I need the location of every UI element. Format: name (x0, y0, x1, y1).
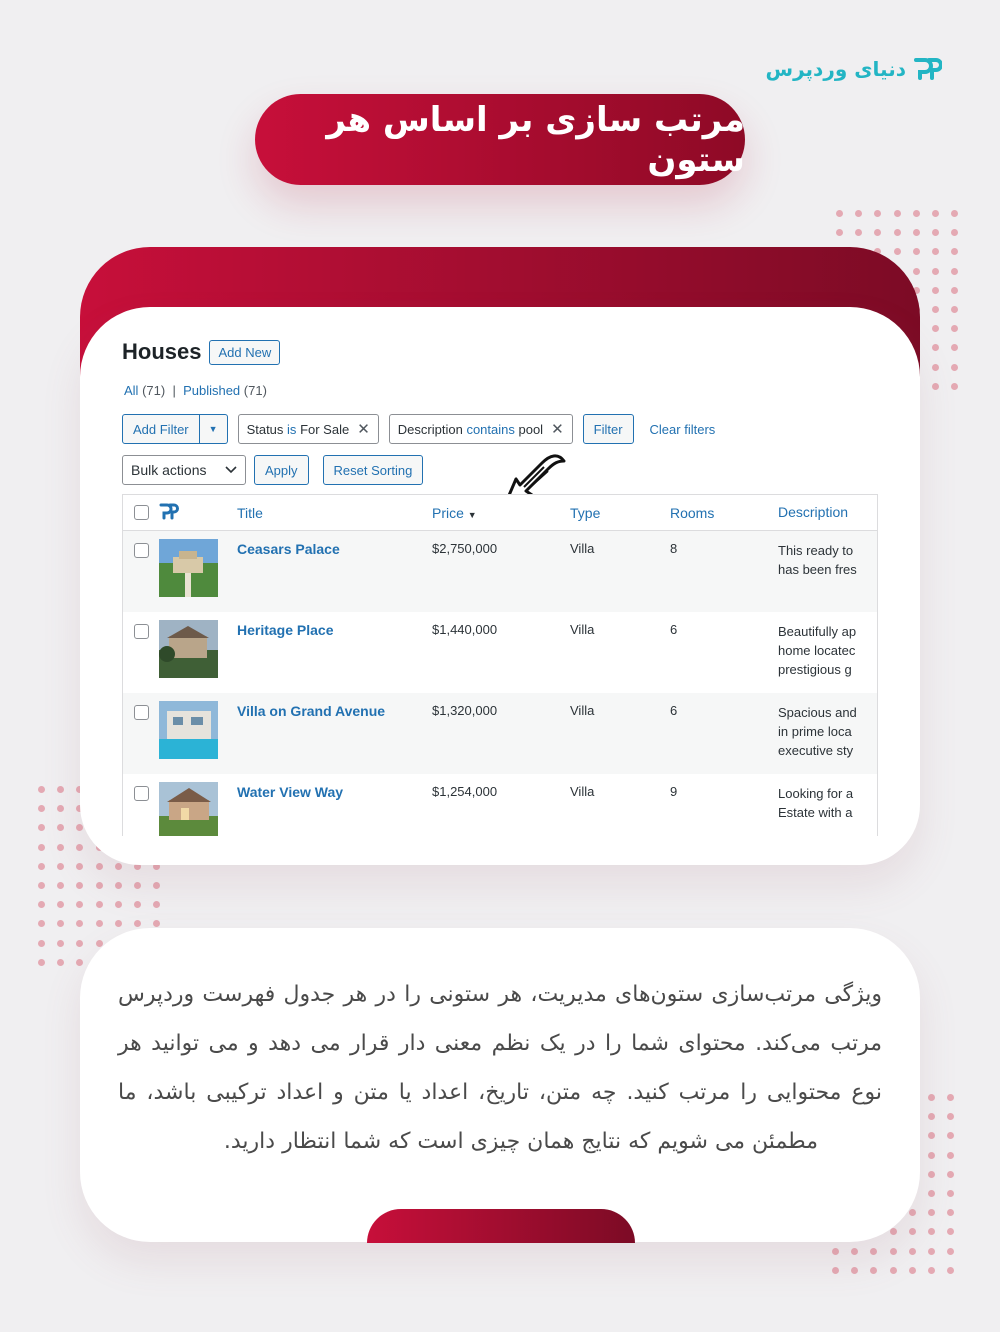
row-type: Villa (570, 622, 595, 637)
dot (832, 1248, 839, 1255)
filter-value: pool (518, 421, 544, 437)
view-filters (124, 383, 267, 398)
dot (909, 1228, 916, 1235)
dot (947, 1132, 954, 1139)
dot (874, 210, 881, 217)
dot (932, 306, 939, 313)
description-line: Beautifully ap (778, 624, 857, 639)
view-published-count: (71) (243, 383, 267, 398)
chevron-down-icon (225, 466, 237, 474)
dot (855, 210, 862, 217)
dot (76, 940, 83, 947)
description-line: This ready to (778, 543, 854, 558)
dot (57, 901, 64, 908)
row-description (778, 622, 858, 679)
description-line: نوع محتوایی را مرتب کنید. چه متن، تاریخ، اعداد یا متن و اعداد ترکیبی باشد، ما (118, 1080, 882, 1105)
dot (870, 1267, 877, 1274)
description-line: Estate with a (778, 805, 853, 820)
dot (932, 325, 939, 332)
dot (57, 920, 64, 927)
dot (951, 210, 958, 217)
dot (38, 805, 45, 812)
dot (134, 901, 141, 908)
row-title-link[interactable]: Villa on Grand Avenue (237, 703, 386, 719)
row-description (778, 703, 858, 760)
dot (96, 901, 103, 908)
thumbnail-column-header (159, 502, 219, 523)
dot (96, 863, 103, 870)
dot (928, 1171, 935, 1178)
dot (928, 1132, 935, 1139)
dot (951, 287, 958, 294)
row-title-link[interactable]: Water View Way (237, 784, 344, 800)
dot (38, 824, 45, 831)
dot (870, 1248, 877, 1255)
dot (115, 901, 122, 908)
dot (38, 882, 45, 889)
dot (928, 1228, 935, 1235)
thumbnail-cell (159, 531, 219, 600)
column-title-header[interactable]: Title (237, 504, 263, 521)
dot (38, 940, 45, 947)
thumbnail-cell (159, 774, 219, 839)
reset-sorting-button[interactable]: Reset Sorting (323, 455, 424, 485)
bulk-actions-bar (122, 455, 423, 485)
dot (76, 920, 83, 927)
description-line: in prime loca (778, 724, 852, 739)
dot (153, 901, 160, 908)
filter-operator: contains (466, 421, 515, 437)
brand-logo-icon (912, 56, 942, 82)
dot (874, 229, 881, 236)
remove-filter-icon[interactable]: ✕ (357, 421, 370, 438)
dot (836, 210, 843, 217)
description-line: prestigious g (778, 662, 852, 677)
dot (947, 1094, 954, 1101)
column-price-header[interactable] (432, 505, 570, 521)
dot (932, 383, 939, 390)
dot (947, 1171, 954, 1178)
dot (134, 882, 141, 889)
dot (96, 882, 103, 889)
apply-button[interactable]: Apply (254, 455, 309, 485)
description-text (118, 970, 882, 1166)
row-title-link[interactable]: Heritage Place (237, 622, 334, 638)
row-rooms: 9 (670, 784, 678, 799)
dot (947, 1190, 954, 1197)
dot (76, 882, 83, 889)
remove-filter-icon[interactable]: ✕ (551, 421, 564, 438)
dot (951, 229, 958, 236)
dot (76, 959, 83, 966)
filter-field: Status (246, 421, 284, 437)
dot (890, 1267, 897, 1274)
row-rooms: 6 (670, 703, 678, 718)
dot (932, 229, 939, 236)
add-filter-split-button (122, 414, 228, 444)
dot (76, 863, 83, 870)
dot (57, 863, 64, 870)
dot (890, 1228, 897, 1235)
dot (947, 1228, 954, 1235)
dot (894, 210, 901, 217)
dot (951, 248, 958, 255)
view-published-link[interactable]: Published (183, 383, 241, 398)
clear-filters-link[interactable]: Clear filters (649, 421, 716, 437)
dot (928, 1267, 935, 1274)
dot (76, 844, 83, 851)
dot (134, 920, 141, 927)
description-line: executive sty (778, 743, 854, 758)
dot (894, 229, 901, 236)
dot (913, 268, 920, 275)
image-column-icon (159, 502, 179, 520)
dot (76, 824, 83, 831)
sort-desc-icon: ▼ (467, 509, 477, 520)
dot (932, 268, 939, 275)
dot (76, 901, 83, 908)
column-type-header[interactable]: Type (570, 504, 601, 521)
dot (153, 920, 160, 927)
dot (38, 786, 45, 793)
filter-bar (122, 414, 715, 444)
page-header (122, 339, 280, 365)
dot (951, 325, 958, 332)
row-type: Villa (570, 703, 595, 718)
dot (115, 863, 122, 870)
description-card (80, 928, 920, 1242)
table-row (123, 612, 877, 693)
dot (57, 844, 64, 851)
dot (153, 882, 160, 889)
filter-chip-description[interactable] (389, 414, 573, 444)
dot (913, 248, 920, 255)
dot (928, 1152, 935, 1159)
add-filter-dropdown[interactable] (200, 414, 228, 444)
dot (947, 1267, 954, 1274)
dot (890, 1248, 897, 1255)
dot (932, 210, 939, 217)
filter-operator: is (287, 421, 297, 437)
dot (951, 306, 958, 313)
table-body (123, 531, 877, 836)
view-all-count: (71) (142, 383, 166, 398)
table-row (123, 531, 877, 612)
description-line: Looking for a (778, 786, 854, 801)
dot (928, 1113, 935, 1120)
description-line: ویژگی مرتب‌سازی ستون‌های مدیریت، هر ستونی را در هر جدول فهرست وردپرس (118, 982, 882, 1007)
dot (947, 1248, 954, 1255)
table-row (123, 774, 877, 836)
description-line: Spacious and (778, 705, 857, 720)
dot (855, 229, 862, 236)
row-checkbox[interactable] (134, 543, 149, 558)
dot (38, 844, 45, 851)
dot (928, 1190, 935, 1197)
house-thumbnail[interactable] (159, 620, 218, 678)
dot (836, 229, 843, 236)
add-filter-button[interactable]: Add Filter (122, 414, 200, 444)
filter-value: For Sale (300, 421, 350, 437)
dot (913, 229, 920, 236)
row-description (778, 541, 858, 579)
caret-down-icon: ▼ (208, 424, 218, 434)
view-all-link[interactable]: All (124, 383, 139, 398)
filter-field: Description (397, 421, 463, 437)
column-price-label: Price (432, 504, 464, 521)
dot (38, 863, 45, 870)
view-separator: | (172, 383, 176, 398)
brand-logo (766, 56, 943, 82)
house-thumbnail[interactable] (159, 701, 218, 759)
add-new-button[interactable]: Add New (209, 340, 280, 365)
row-checkbox[interactable] (134, 705, 149, 720)
dot (909, 1209, 916, 1216)
column-rooms-header[interactable]: Rooms (670, 504, 715, 521)
brand-name: دنیای وردپرس (765, 57, 906, 81)
screenshot-card (80, 307, 920, 865)
page-title: Houses (122, 339, 202, 364)
dot (894, 248, 901, 255)
dot (932, 344, 939, 351)
dot (115, 920, 122, 927)
bulk-actions-select[interactable] (122, 455, 246, 485)
list-table (122, 494, 878, 836)
dot (947, 1113, 954, 1120)
dot (951, 364, 958, 371)
dot (851, 1267, 858, 1274)
select-all-checkbox[interactable] (134, 505, 149, 520)
dot (851, 1248, 858, 1255)
description-line: has been fres (778, 562, 857, 577)
dot (947, 1152, 954, 1159)
dot (928, 1209, 935, 1216)
row-price: $1,320,000 (432, 703, 498, 718)
description-line: مرتب می‌کند. محتوای شما را در یک نظم معنی دار قرار می دهد و می توانید هر (118, 1031, 882, 1056)
dot (57, 959, 64, 966)
thumbnail-cell (159, 612, 219, 681)
row-rooms: 8 (670, 541, 678, 556)
dot (947, 1209, 954, 1216)
dot (909, 1267, 916, 1274)
dot (913, 210, 920, 217)
dot (38, 959, 45, 966)
row-checkbox[interactable] (134, 624, 149, 639)
row-type: Villa (570, 784, 595, 799)
dot (928, 1094, 935, 1101)
dot (57, 805, 64, 812)
bulk-actions-value: Bulk actions (131, 462, 207, 478)
dot (951, 268, 958, 275)
dot (928, 1248, 935, 1255)
row-price: $2,750,000 (432, 541, 498, 556)
dot (57, 940, 64, 947)
house-thumbnail[interactable] (159, 782, 218, 836)
dot (96, 940, 103, 947)
table-row (123, 693, 877, 774)
dot (96, 920, 103, 927)
row-price: $1,440,000 (432, 622, 498, 637)
dot (57, 824, 64, 831)
column-description-header[interactable]: Description (778, 504, 849, 520)
house-thumbnail[interactable] (159, 539, 218, 597)
dot (932, 364, 939, 371)
dot (951, 344, 958, 351)
row-description (778, 784, 858, 822)
row-title-link[interactable]: Ceasars Palace (237, 541, 340, 557)
filter-chip-status[interactable] (238, 414, 379, 444)
row-type: Villa (570, 541, 595, 556)
row-checkbox[interactable] (134, 786, 149, 801)
dot (951, 383, 958, 390)
row-rooms: 6 (670, 622, 678, 637)
dot (932, 287, 939, 294)
filter-button[interactable]: Filter (583, 414, 634, 444)
hero-title: مرتب سازی بر اساس هر ستون (255, 94, 745, 185)
dot (57, 786, 64, 793)
thumbnail-cell (159, 693, 219, 762)
table-header (123, 495, 877, 531)
row-price: $1,254,000 (432, 784, 498, 799)
dot (57, 882, 64, 889)
bottom-tab-decoration (367, 1209, 635, 1243)
dot (38, 901, 45, 908)
description-line: home locatec (778, 643, 856, 658)
description-line: مطمئن می شویم که نتایج همان چیزی است که شما انتظار دارید. (223, 1129, 818, 1154)
dot (909, 1248, 916, 1255)
dot (115, 882, 122, 889)
dot (832, 1267, 839, 1274)
dot (932, 248, 939, 255)
dot (38, 920, 45, 927)
